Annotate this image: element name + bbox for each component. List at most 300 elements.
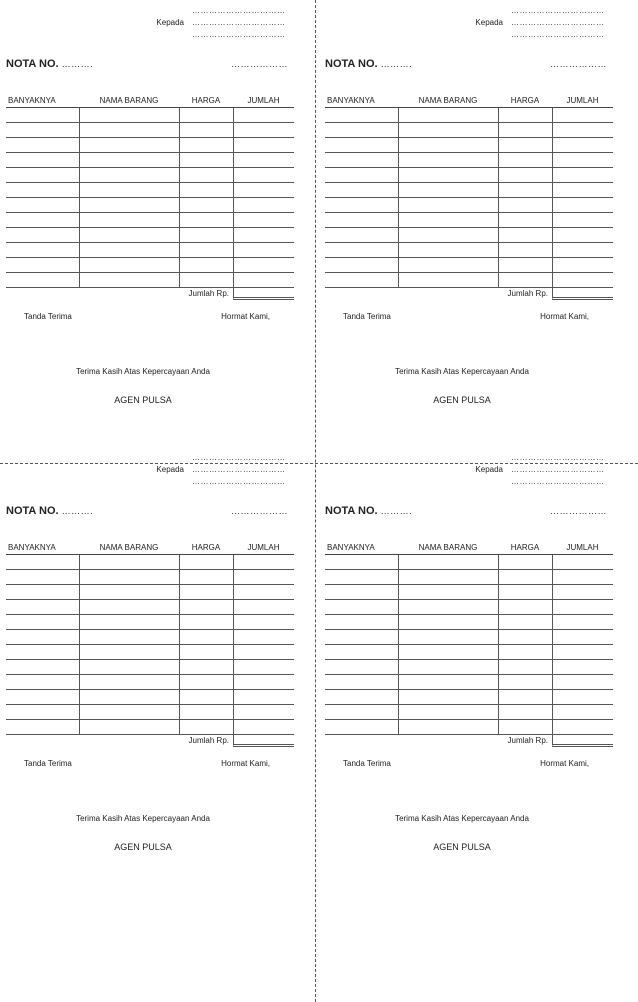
signature-row — [343, 312, 589, 321]
total-row — [6, 733, 294, 747]
table-row — [325, 138, 613, 153]
items-table — [6, 94, 294, 288]
table-cell — [552, 108, 613, 123]
table-cell — [498, 675, 552, 690]
nota-row — [325, 58, 607, 70]
table-cell — [233, 675, 294, 690]
date-line: ……………… — [550, 506, 607, 516]
table-cell — [79, 153, 179, 168]
items-table — [325, 541, 613, 735]
table-cell — [79, 645, 179, 660]
table-cell — [398, 108, 498, 123]
table-cell — [498, 690, 552, 705]
table-row — [6, 705, 294, 720]
table-cell — [6, 705, 79, 720]
agent-name: AGEN PULSA — [433, 395, 491, 405]
table-row — [6, 183, 294, 198]
table-cell — [552, 690, 613, 705]
table-cell — [6, 615, 79, 630]
table-cell — [79, 690, 179, 705]
sender-signature-label: Hormat Kami, — [221, 759, 270, 768]
table-cell — [552, 645, 613, 660]
table-row — [325, 198, 613, 213]
table-row — [6, 228, 294, 243]
table-row — [325, 660, 613, 675]
table-row — [325, 585, 613, 600]
table-cell — [79, 123, 179, 138]
table-cell — [398, 258, 498, 273]
column-header-jumlah: JUMLAH — [552, 541, 613, 555]
table-cell — [79, 108, 179, 123]
table-cell — [6, 123, 79, 138]
table-cell — [498, 228, 552, 243]
table-cell — [79, 183, 179, 198]
table-cell — [325, 660, 398, 675]
table-cell — [233, 183, 294, 198]
column-header-harga: HARGA — [179, 94, 233, 108]
recipient-line: …………………………… — [511, 29, 605, 39]
column-header-harga: HARGA — [179, 541, 233, 555]
recipient-line: …………………………… — [511, 5, 605, 15]
table-cell — [79, 615, 179, 630]
table-cell — [179, 123, 233, 138]
table-row — [325, 645, 613, 660]
table-cell — [6, 690, 79, 705]
table-cell — [325, 198, 398, 213]
table-cell — [398, 600, 498, 615]
table-row — [325, 123, 613, 138]
column-header-jumlah: JUMLAH — [552, 94, 613, 108]
table-row — [6, 123, 294, 138]
table-cell — [233, 168, 294, 183]
table-cell — [498, 258, 552, 273]
total-amount-box — [233, 733, 294, 747]
table-cell — [79, 168, 179, 183]
table-cell — [325, 705, 398, 720]
table-cell — [179, 645, 233, 660]
total-amount-box — [552, 733, 613, 747]
table-cell — [398, 213, 498, 228]
total-amount-box — [233, 286, 294, 300]
table-cell — [325, 183, 398, 198]
table-cell — [6, 213, 79, 228]
table-cell — [398, 660, 498, 675]
table-row — [6, 660, 294, 675]
table-cell — [179, 660, 233, 675]
table-cell — [398, 183, 498, 198]
table-cell — [398, 138, 498, 153]
column-header-harga: HARGA — [498, 94, 552, 108]
receiver-signature-label: Tanda Terima — [343, 312, 391, 321]
table-row — [325, 243, 613, 258]
recipient-line: …………………………… — [511, 17, 605, 27]
table-cell — [398, 198, 498, 213]
table-row — [6, 690, 294, 705]
table-row — [325, 615, 613, 630]
date-line: ……………… — [231, 59, 288, 69]
table-row — [6, 645, 294, 660]
table-cell — [233, 123, 294, 138]
table-row — [325, 570, 613, 585]
table-cell — [233, 198, 294, 213]
table-cell — [325, 243, 398, 258]
table-cell — [552, 570, 613, 585]
table-cell — [325, 213, 398, 228]
table-cell — [233, 660, 294, 675]
nota-row — [6, 505, 288, 517]
table-cell — [498, 600, 552, 615]
table-cell — [6, 600, 79, 615]
table-row — [6, 615, 294, 630]
table-cell — [325, 138, 398, 153]
total-row — [325, 286, 613, 300]
table-cell — [79, 630, 179, 645]
table-cell — [6, 138, 79, 153]
table-cell — [325, 228, 398, 243]
table-cell — [552, 555, 613, 570]
total-label: Jumlah Rp. — [507, 288, 548, 298]
table-cell — [498, 243, 552, 258]
date-line: ……………… — [231, 506, 288, 516]
table-cell — [398, 555, 498, 570]
table-row — [325, 168, 613, 183]
table-cell — [498, 630, 552, 645]
table-cell — [179, 213, 233, 228]
table-row — [6, 153, 294, 168]
table-cell — [6, 243, 79, 258]
table-cell — [6, 183, 79, 198]
recipient-line: …………………………… — [192, 464, 286, 474]
column-header-banyaknya: BANYAKNYA — [6, 94, 79, 108]
table-row — [325, 555, 613, 570]
table-cell — [325, 615, 398, 630]
table-cell — [233, 213, 294, 228]
thank-you-note: Terima Kasih Atas Kepercayaan Anda — [395, 814, 529, 823]
table-cell — [179, 138, 233, 153]
table-row — [6, 213, 294, 228]
thank-you-note: Terima Kasih Atas Kepercayaan Anda — [76, 367, 210, 376]
table-cell — [233, 615, 294, 630]
table-cell — [398, 153, 498, 168]
table-cell — [325, 675, 398, 690]
table-cell — [552, 123, 613, 138]
total-row — [6, 286, 294, 300]
recipient-line: …………………………… — [192, 476, 286, 486]
total-label: Jumlah Rp. — [507, 735, 548, 745]
table-cell — [498, 660, 552, 675]
recipient-label: Kepada — [475, 464, 503, 474]
column-header-banyaknya: BANYAKNYA — [325, 94, 398, 108]
column-header-banyaknya: BANYAKNYA — [6, 541, 79, 555]
table-row — [6, 258, 294, 273]
table-cell — [325, 555, 398, 570]
table-cell — [179, 183, 233, 198]
nota-number-label: NOTA NO. — [6, 505, 59, 517]
receiver-signature-label: Tanda Terima — [343, 759, 391, 768]
table-cell — [325, 600, 398, 615]
table-cell — [498, 705, 552, 720]
table-row — [325, 213, 613, 228]
table-cell — [79, 198, 179, 213]
table-row — [6, 585, 294, 600]
table-cell — [6, 570, 79, 585]
sender-signature-label: Hormat Kami, — [540, 759, 589, 768]
table-cell — [233, 705, 294, 720]
table-cell — [325, 645, 398, 660]
table-cell — [552, 660, 613, 675]
table-cell — [233, 570, 294, 585]
table-cell — [6, 168, 79, 183]
table-cell — [179, 570, 233, 585]
nota-number-line: ………. — [61, 506, 94, 516]
table-cell — [233, 555, 294, 570]
signature-row — [24, 312, 270, 321]
receipt-form — [0, 447, 300, 907]
recipient-block — [88, 4, 288, 40]
column-header-jumlah: JUMLAH — [233, 94, 294, 108]
table-cell — [179, 228, 233, 243]
table-cell — [6, 660, 79, 675]
table-row — [325, 228, 613, 243]
table-cell — [6, 630, 79, 645]
table-cell — [79, 585, 179, 600]
table-cell — [179, 258, 233, 273]
column-header-nama-barang: NAMA BARANG — [79, 541, 179, 555]
table-cell — [179, 615, 233, 630]
nota-row — [325, 505, 607, 517]
table-cell — [498, 585, 552, 600]
nota-number-line: ………. — [380, 59, 413, 69]
sender-signature-label: Hormat Kami, — [540, 312, 589, 321]
receipt-form — [319, 0, 619, 460]
table-cell — [398, 630, 498, 645]
receiver-signature-label: Tanda Terima — [24, 312, 72, 321]
column-header-jumlah: JUMLAH — [233, 541, 294, 555]
nota-row — [6, 58, 288, 70]
date-line: ……………… — [550, 59, 607, 69]
table-cell — [79, 138, 179, 153]
table-cell — [398, 168, 498, 183]
table-cell — [233, 630, 294, 645]
total-amount-box — [552, 286, 613, 300]
table-cell — [498, 123, 552, 138]
recipient-block — [407, 451, 607, 487]
table-row — [325, 153, 613, 168]
recipient-line: …………………………… — [192, 5, 286, 15]
table-cell — [6, 258, 79, 273]
table-cell — [79, 570, 179, 585]
table-cell — [552, 615, 613, 630]
table-cell — [552, 600, 613, 615]
table-cell — [498, 555, 552, 570]
receipt-form — [0, 0, 300, 460]
table-cell — [552, 585, 613, 600]
table-cell — [6, 675, 79, 690]
table-cell — [79, 555, 179, 570]
table-cell — [398, 615, 498, 630]
table-cell — [398, 123, 498, 138]
recipient-label: Kepada — [475, 17, 503, 27]
table-cell — [325, 153, 398, 168]
table-cell — [179, 555, 233, 570]
table-cell — [325, 108, 398, 123]
table-row — [325, 675, 613, 690]
agent-name: AGEN PULSA — [114, 842, 172, 852]
table-cell — [233, 153, 294, 168]
table-cell — [398, 675, 498, 690]
table-cell — [325, 570, 398, 585]
table-row — [6, 108, 294, 123]
table-cell — [179, 153, 233, 168]
table-row — [325, 183, 613, 198]
table-cell — [179, 243, 233, 258]
table-row — [6, 198, 294, 213]
table-cell — [398, 228, 498, 243]
table-cell — [552, 675, 613, 690]
thank-you-note: Terima Kasih Atas Kepercayaan Anda — [76, 814, 210, 823]
table-cell — [6, 228, 79, 243]
table-cell — [552, 183, 613, 198]
sender-signature-label: Hormat Kami, — [221, 312, 270, 321]
table-row — [325, 108, 613, 123]
table-cell — [6, 153, 79, 168]
table-cell — [498, 108, 552, 123]
table-cell — [179, 198, 233, 213]
table-cell — [6, 585, 79, 600]
table-cell — [552, 228, 613, 243]
recipient-line: …………………………… — [511, 452, 605, 462]
table-row — [6, 138, 294, 153]
table-cell — [498, 213, 552, 228]
column-header-nama-barang: NAMA BARANG — [79, 94, 179, 108]
table-cell — [179, 630, 233, 645]
table-row — [325, 630, 613, 645]
recipient-block — [88, 451, 288, 487]
table-cell — [6, 555, 79, 570]
table-cell — [552, 138, 613, 153]
table-row — [6, 168, 294, 183]
table-cell — [179, 600, 233, 615]
receiver-signature-label: Tanda Terima — [24, 759, 72, 768]
table-cell — [179, 705, 233, 720]
table-cell — [325, 690, 398, 705]
table-row — [6, 555, 294, 570]
table-cell — [179, 675, 233, 690]
table-cell — [79, 213, 179, 228]
table-cell — [498, 645, 552, 660]
table-cell — [179, 585, 233, 600]
table-cell — [233, 243, 294, 258]
nota-number-label: NOTA NO. — [6, 58, 59, 70]
table-cell — [398, 570, 498, 585]
table-cell — [6, 108, 79, 123]
table-cell — [233, 138, 294, 153]
items-table — [325, 94, 613, 288]
table-row — [325, 690, 613, 705]
agent-name: AGEN PULSA — [114, 395, 172, 405]
table-cell — [498, 183, 552, 198]
table-cell — [6, 198, 79, 213]
table-cell — [325, 123, 398, 138]
table-row — [325, 705, 613, 720]
table-cell — [498, 168, 552, 183]
table-cell — [325, 258, 398, 273]
table-cell — [79, 705, 179, 720]
agent-name: AGEN PULSA — [433, 842, 491, 852]
table-cell — [233, 600, 294, 615]
table-cell — [552, 153, 613, 168]
thank-you-note: Terima Kasih Atas Kepercayaan Anda — [395, 367, 529, 376]
receipt-form — [319, 447, 619, 907]
table-cell — [398, 645, 498, 660]
table-cell — [79, 675, 179, 690]
vertical-cut-line — [315, 0, 316, 1002]
column-header-nama-barang: NAMA BARANG — [398, 541, 498, 555]
table-row — [6, 600, 294, 615]
items-table — [6, 541, 294, 735]
recipient-line: …………………………… — [511, 476, 605, 486]
table-cell — [398, 690, 498, 705]
table-cell — [233, 585, 294, 600]
table-cell — [552, 630, 613, 645]
table-cell — [498, 570, 552, 585]
recipient-label: Kepada — [156, 464, 184, 474]
table-cell — [498, 153, 552, 168]
table-cell — [552, 213, 613, 228]
table-cell — [6, 645, 79, 660]
table-row — [6, 570, 294, 585]
table-cell — [325, 168, 398, 183]
table-cell — [398, 243, 498, 258]
table-cell — [179, 168, 233, 183]
table-cell — [79, 243, 179, 258]
table-cell — [552, 168, 613, 183]
table-cell — [552, 198, 613, 213]
table-cell — [498, 198, 552, 213]
table-cell — [233, 228, 294, 243]
column-header-harga: HARGA — [498, 541, 552, 555]
table-cell — [79, 660, 179, 675]
table-cell — [398, 585, 498, 600]
table-cell — [552, 243, 613, 258]
table-cell — [233, 258, 294, 273]
table-cell — [79, 600, 179, 615]
table-cell — [179, 108, 233, 123]
table-cell — [398, 705, 498, 720]
table-cell — [325, 630, 398, 645]
table-cell — [552, 705, 613, 720]
total-row — [325, 733, 613, 747]
table-cell — [498, 615, 552, 630]
recipient-line: …………………………… — [192, 17, 286, 27]
table-cell — [233, 690, 294, 705]
total-label: Jumlah Rp. — [188, 735, 229, 745]
signature-row — [343, 759, 589, 768]
recipient-line: …………………………… — [511, 464, 605, 474]
nota-number-label: NOTA NO. — [325, 505, 378, 517]
recipient-line: …………………………… — [192, 29, 286, 39]
table-row — [325, 258, 613, 273]
nota-number-line: ………. — [61, 59, 94, 69]
table-cell — [233, 108, 294, 123]
signature-row — [24, 759, 270, 768]
nota-number-label: NOTA NO. — [325, 58, 378, 70]
table-row — [6, 675, 294, 690]
total-label: Jumlah Rp. — [188, 288, 229, 298]
table-row — [325, 600, 613, 615]
nota-number-line: ………. — [380, 506, 413, 516]
column-header-nama-barang: NAMA BARANG — [398, 94, 498, 108]
